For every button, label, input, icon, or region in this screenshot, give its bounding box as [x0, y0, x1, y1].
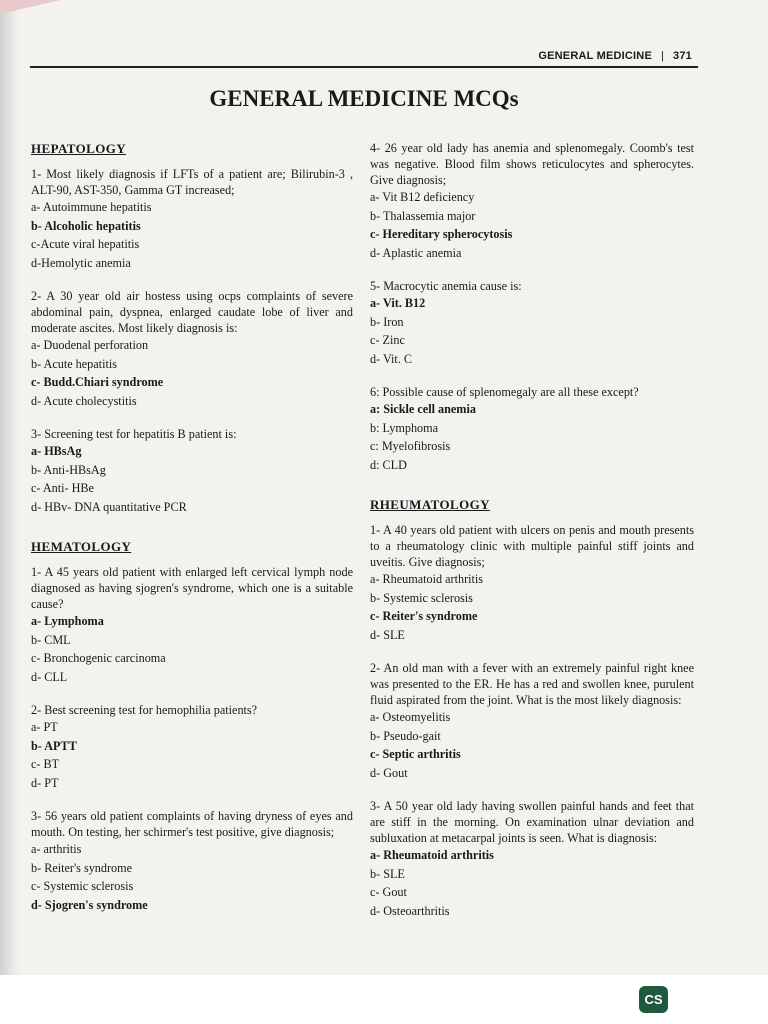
answer-option: b- Reiter's syndrome: [31, 860, 133, 875]
question-stem: 5- Macrocytic anemia cause is:: [370, 279, 522, 293]
answer-option-correct: b- Alcoholic hepatitis: [31, 218, 141, 233]
answer-option: c- Zinc: [370, 333, 405, 347]
answer-option: d- HBv- DNA quantitative PCR: [31, 499, 187, 514]
answer-option: d- Osteoarthritis: [370, 903, 450, 918]
answer-option-correct: a- Vit. B12: [370, 296, 426, 310]
question-block: [370, 798, 694, 920]
question-block: [31, 808, 353, 914]
answer-option: a- Rheumatoid arthritis: [370, 572, 484, 586]
answer-option-correct: c- Budd.Chiari syndrome: [31, 375, 164, 389]
answer-option-correct: a- Rheumatoid arthritis: [370, 848, 494, 862]
answer-option-correct: a- HBsAg: [31, 444, 82, 458]
question-block: [370, 140, 694, 262]
question-stem: 4- 26 year old lady has anemia and splenomegaly. Coomb's test was negative. Blood film shows reticulocytes and spherocytes. Give diagnosis;: [370, 141, 694, 187]
question-stem: 1- Most likely diagnosis if LFTs of a patient are; Bilirubin-3 , ALT-90, AST-350, Gamma GT increased;: [31, 167, 353, 197]
answer-option: b- SLE: [370, 866, 405, 881]
answer-option: a- arthritis: [31, 842, 82, 856]
right-column: [370, 140, 694, 942]
question-stem: 2- Best screening test for hemophilia patients?: [31, 703, 258, 717]
question-stem: 3- Screening test for hepatitis B patient is:: [31, 427, 237, 441]
question-block: [31, 288, 353, 410]
answer-option: d-Hemolytic anemia: [31, 255, 131, 270]
answer-option: b: Lymphoma: [370, 420, 439, 435]
question-block: [370, 660, 694, 782]
section-heading: HEMATOLOGY: [31, 539, 132, 554]
header-separator: |: [660, 50, 665, 62]
running-header: [538, 50, 692, 62]
answer-option-correct: a: Sickle cell anemia: [370, 402, 476, 416]
page-number: 371: [673, 50, 692, 62]
question-stem: 6: Possible cause of splenomegaly are all these except?: [370, 385, 639, 399]
answer-option: b- Iron: [370, 314, 404, 329]
answer-option: b- CML: [31, 632, 71, 647]
answer-option: a- Duodenal perforation: [31, 338, 149, 352]
answer-option: d- Gout: [370, 765, 408, 780]
left-column: [31, 140, 353, 936]
answer-option: c: Myelofibrosis: [370, 439, 451, 453]
answer-option-correct: a- Lymphoma: [31, 614, 104, 628]
question-block: [31, 166, 353, 272]
answer-option: c-Acute viral hepatitis: [31, 237, 140, 251]
answer-option: d- Aplastic anemia: [370, 245, 462, 260]
header-rule: [30, 66, 698, 68]
answer-option-correct: b- APTT: [31, 738, 77, 753]
answer-option: a- PT: [31, 720, 58, 734]
answer-option: a- Osteomyelitis: [370, 710, 451, 724]
answer-option: c- Anti- HBe: [31, 481, 94, 495]
answer-option: d: CLD: [370, 457, 407, 472]
question-block: [370, 384, 694, 474]
question-stem: 1- A 45 years old patient with enlarged left cervical lymph node diagnosed as having sjogren's syndrome, which one is a suitable cause?: [31, 565, 353, 611]
question-block: [31, 426, 353, 516]
answer-option: a- Vit B12 deficiency: [370, 190, 475, 204]
camscanner-badge: CS: [639, 986, 668, 1013]
section-spacer: [370, 936, 694, 942]
question-block: [370, 278, 694, 368]
answer-option: b- Systemic sclerosis: [370, 590, 473, 605]
corner-fold: [0, 0, 60, 14]
question-stem: 2- A 30 year old air hostess using ocps complaints of severe abdominal pain, dyspnea, enlarged caudate lobe of liver and moderate ascites. Most likely diagnosis is:: [31, 289, 353, 335]
book-spine-shadow: [0, 0, 20, 975]
section-heading: RHEUMATOLOGY: [370, 497, 490, 512]
question-stem: 3- A 50 year old lady having swollen painful hands and feet that are stiff in the morning. On examination ulnar deviation and subluxation at metacarpal joints is seen. What is diagnosis:: [370, 799, 694, 845]
answer-option: d- Acute cholecystitis: [31, 393, 137, 408]
section-heading: HEPATOLOGY: [31, 141, 127, 156]
running-title: GENERAL MEDICINE: [538, 50, 652, 62]
answer-option: b- Pseudo-gait: [370, 728, 441, 743]
page-title: GENERAL MEDICINE MCQs: [209, 86, 519, 111]
answer-option-correct: c- Septic arthritis: [370, 747, 461, 761]
answer-option: c- Bronchogenic carcinoma: [31, 651, 166, 665]
question-block: [370, 522, 694, 644]
answer-option: c- Systemic sclerosis: [31, 879, 134, 893]
question-stem: 2- An old man with a fever with an extremely painful right knee was presented to the ER. He has a red and swollen knee, purulent fluid aspirated from the joint. What is the most likely diagnosis:: [370, 661, 694, 707]
answer-option: d- CLL: [31, 669, 68, 684]
answer-option: b- Thalassemia major: [370, 208, 476, 223]
answer-option-correct: c- Hereditary spherocytosis: [370, 227, 513, 241]
section-spacer: [31, 930, 353, 936]
answer-option-correct: c- Reiter's syndrome: [370, 609, 478, 623]
answer-option: b- Anti-HBsAg: [31, 462, 106, 477]
question-stem: 3- 56 years old patient complaints of having dryness of eyes and mouth. On testing, her schirmer's test positive, give diagnosis;: [31, 809, 353, 839]
answer-option: c- Gout: [370, 885, 407, 899]
answer-option: a- Autoimmune hepatitis: [31, 200, 152, 214]
answer-option: d- PT: [31, 775, 59, 790]
question-block: [31, 702, 353, 792]
answer-option-correct: d- Sjogren's syndrome: [31, 897, 148, 912]
question-stem: 1- A 40 years old patient with ulcers on penis and mouth presents to a rheumatology clinic with multiple painful stiff joints and uveitis. Give diagnosis;: [370, 523, 694, 569]
answer-option: c- BT: [31, 757, 60, 771]
answer-option: d- SLE: [370, 627, 405, 642]
question-block: [31, 564, 353, 686]
answer-option: b- Acute hepatitis: [31, 356, 117, 371]
answer-option: d- Vit. C: [370, 351, 413, 366]
